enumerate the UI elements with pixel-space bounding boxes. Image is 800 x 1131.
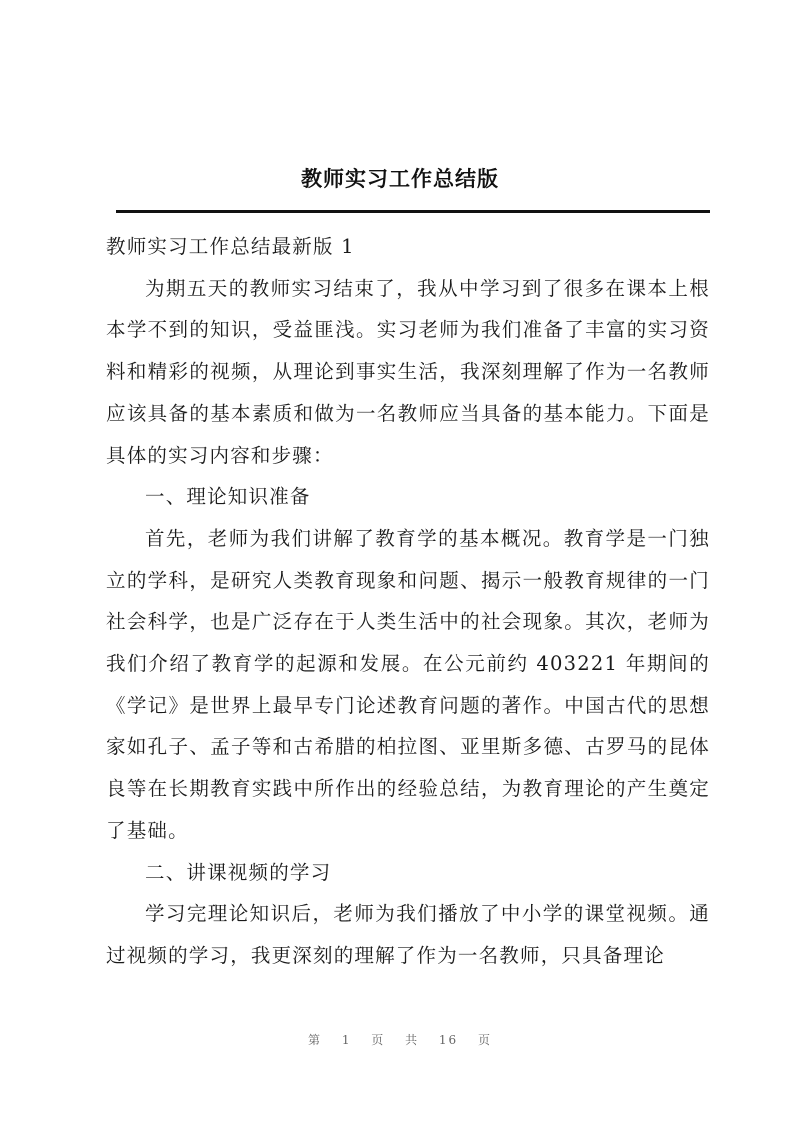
section-heading-video: 二、讲课视频的学习 xyxy=(145,860,332,884)
document-subtitle: 教师实习工作总结最新版 1 xyxy=(106,235,355,258)
paragraph-video: 学习完理论知识后，老师为我们播放了中小学的课堂视频。通过视频的学习，我更深刻的理解了作为一名教师，只具备理论 xyxy=(106,902,710,967)
section-heading-theory: 一、理论知识准备 xyxy=(145,485,311,509)
page-number-footer: 第 1 页 共 16 页 xyxy=(308,1033,492,1047)
title-divider xyxy=(116,210,710,213)
document-title: 教师实习工作总结版 xyxy=(301,166,499,191)
paragraph-theory: 首先，老师为我们讲解了教育学的基本概况。教育学是一门独立的学科，是研究人类教育现象和问题、揭示一般教育规律的一门社会科学，也是广泛存在于人类生活中的社会现象。其次，老师为我们介绍了教育学的起源和发展。在公元前约 403221 年期间的《学记》是世界上最早专门论述教育问题的著作。中国古代的思想家如孔子、孟子等和古希腊的柏拉图、亚里斯多德、古罗马的昆体良等在长期教育实践中所作出的经验总结，为教育理论的产生奠定了基础。 xyxy=(106,526,710,842)
document-body xyxy=(106,226,710,977)
paragraph-intro: 为期五天的教师实习结束了，我从中学习到了很多在课本上根本学不到的知识，受益匪浅。实习老师为我们准备了丰富的实习资料和精彩的视频，从理论到事实生活，我深刻理解了作为一名教师应该具备的基本素质和做为一名教师应当具备的基本能力。下面是具体的实习内容和步骤： xyxy=(106,276,710,467)
